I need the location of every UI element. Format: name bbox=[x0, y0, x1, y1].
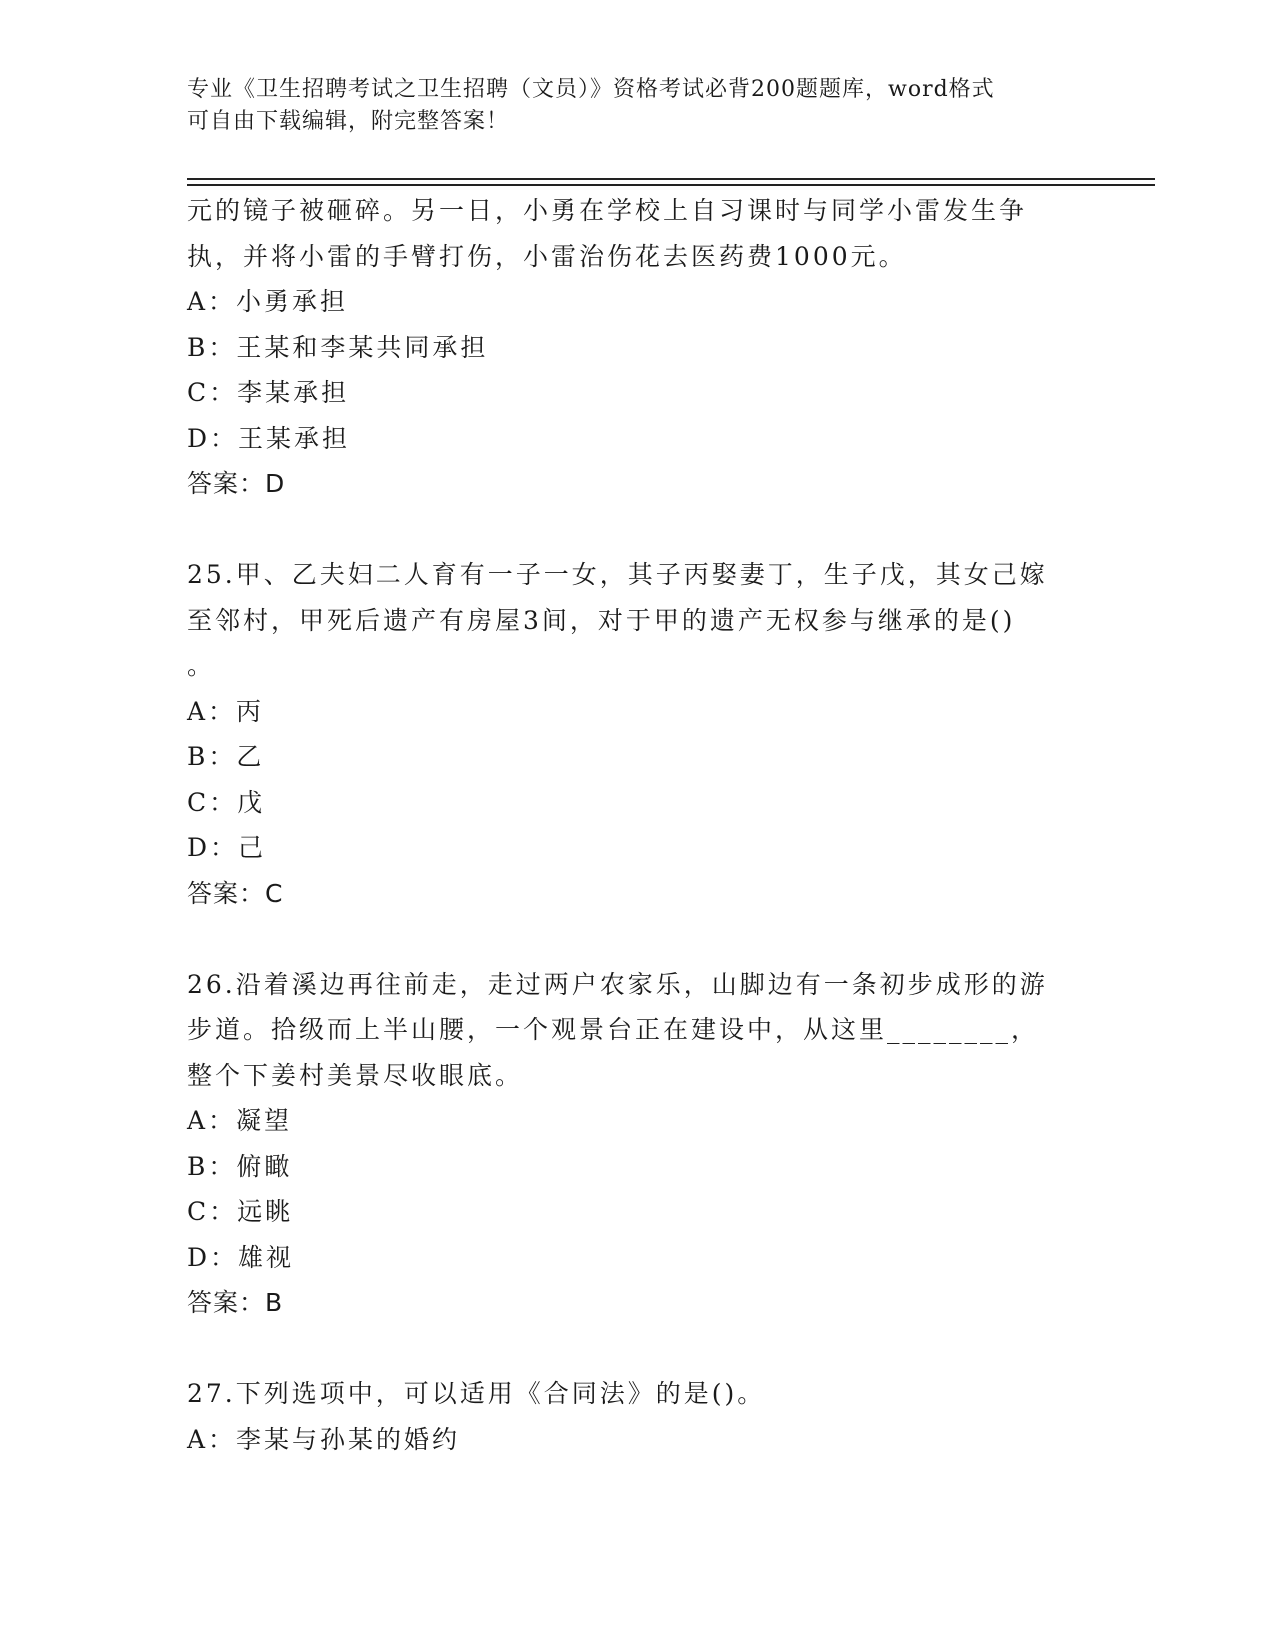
question-text-line: 至邻村，甲死后遗产有房屋3间，对于甲的遗产无权参与继承的是() bbox=[187, 605, 1016, 635]
option-c: C：戊 bbox=[187, 787, 266, 817]
question-text-line: 26.沿着溪边再往前走，走过两户农家乐，山脚边有一条初步成形的游 bbox=[187, 969, 1048, 999]
option-a: A：丙 bbox=[187, 696, 265, 726]
spacer bbox=[187, 507, 1087, 553]
question-text-line: 25.甲、乙夫妇二人育有一子一女，其子丙娶妻丁，生子戊，其女己嫁 bbox=[187, 560, 1048, 589]
question-27 bbox=[187, 1371, 1087, 1462]
answer-line: 答案：B bbox=[187, 1288, 284, 1317]
question-26 bbox=[187, 962, 1087, 1326]
question-body bbox=[187, 188, 1087, 1462]
header-line-2: 可自由下载编辑，附完整答案！ bbox=[187, 109, 510, 134]
answer-line: 答案：C bbox=[187, 878, 284, 908]
option-b: B：乙 bbox=[187, 742, 265, 771]
spacer bbox=[187, 1326, 1087, 1372]
header-rule-bottom bbox=[187, 184, 1155, 186]
option-a: A：凝望 bbox=[187, 1106, 293, 1135]
question-text-line: 执，并将小雷的手臂打伤，小雷治伤花去医药费1000元。 bbox=[187, 241, 907, 271]
option-d: D：己 bbox=[187, 833, 267, 862]
answer-line: 答案：D bbox=[187, 469, 286, 498]
option-a: A：小勇承担 bbox=[187, 287, 349, 316]
option-d: D：王某承担 bbox=[187, 423, 351, 453]
page-header bbox=[187, 74, 1087, 138]
question-text-line: 整个下姜村美景尽收眼底。 bbox=[187, 1060, 524, 1090]
question-25 bbox=[187, 552, 1087, 916]
question-text-line: 步道。拾级而上半山腰，一个观景台正在建设中，从这里________， bbox=[187, 1015, 1040, 1044]
option-a: A：李某与孙某的婚约 bbox=[187, 1424, 461, 1454]
header-rule-top bbox=[187, 178, 1155, 180]
question-text-line: 27.下列选项中，可以适用《合同法》的是()。 bbox=[187, 1379, 766, 1408]
question-text-line: 。 bbox=[187, 651, 216, 680]
header-line-1: 专业《卫生招聘考试之卫生招聘（文员）》资格考试必背200题题库，word格式 bbox=[187, 77, 995, 102]
option-b: B：俯瞰 bbox=[187, 1151, 293, 1181]
option-c: C：远眺 bbox=[187, 1197, 294, 1226]
option-b: B：王某和李某共同承担 bbox=[187, 332, 489, 362]
option-d: D：雄视 bbox=[187, 1242, 295, 1272]
option-c: C：李某承担 bbox=[187, 378, 350, 407]
question-text-line: 元的镜子被砸碎。另一日，小勇在学校上自习课时与同学小雷发生争 bbox=[187, 196, 1028, 225]
question-24-continued bbox=[187, 188, 1087, 507]
spacer bbox=[187, 916, 1087, 962]
